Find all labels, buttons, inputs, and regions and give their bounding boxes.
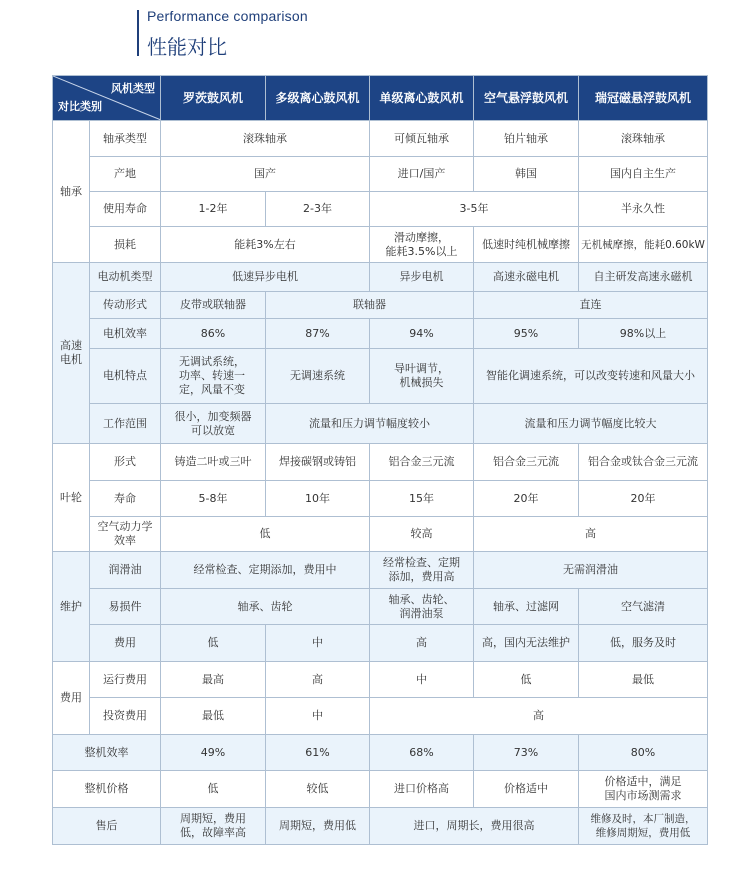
table-cell: 最高 [161, 662, 266, 698]
table-cell: 无需润滑油 [474, 552, 708, 589]
table-row [53, 552, 708, 589]
chinese-title: 性能对比 [147, 35, 227, 59]
group-motor [53, 263, 90, 444]
cell-line: 润滑油泵 [399, 606, 444, 620]
table-cell: 68% [370, 735, 474, 771]
table-cell: 49% [161, 735, 266, 771]
corner-header [53, 76, 161, 121]
row-label: 轴承类型 [90, 121, 161, 157]
table-row [53, 349, 708, 404]
table-cell: 轴承、过滤网 [474, 589, 579, 625]
table-cell: 流量和压力调节幅度较小 [266, 404, 474, 444]
table-cell: 低 [474, 662, 579, 698]
comparison-table [52, 75, 708, 845]
table-cell: 低 [161, 625, 266, 662]
table-cell: 高速永磁电机 [474, 263, 579, 292]
table-cell: 61% [266, 735, 370, 771]
table-row [53, 517, 708, 552]
table-cell: 铸造二叶或三叶 [161, 444, 266, 481]
table-cell: 价格适中 [474, 771, 579, 808]
row-label: 费用 [90, 625, 161, 662]
table-row [53, 698, 708, 735]
row-label: 电动机类型 [90, 263, 161, 292]
corner-top-label: 风机类型 [111, 82, 155, 95]
table-cell: 经常检查、定期添加，费用中 [161, 552, 370, 589]
table-cell: 80% [579, 735, 708, 771]
cell-line: 功率、转速一 [179, 369, 245, 382]
table-cell: 智能化调速系统，可以改变转速和风量大小 [474, 349, 708, 404]
cell-line: 能耗3.5%以上 [385, 244, 458, 258]
cell-line: 价格适中，满足 [604, 775, 682, 788]
table-cell: 无调速系统 [266, 349, 370, 404]
english-title: Performance comparison [147, 8, 308, 24]
table-cell: 铝合金或钛合金三元流 [579, 444, 708, 481]
cell-line: 电机 [60, 353, 82, 366]
cell-line: 轴承、齿轮、 [388, 592, 455, 606]
row-label: 电机效率 [90, 319, 161, 349]
table-row [53, 292, 708, 319]
table-cell: 中 [370, 662, 474, 698]
table-cell [161, 349, 266, 404]
table-cell: 周期短，费用低 [266, 808, 370, 845]
cell-line: 效率 [114, 534, 136, 547]
table-cell: 可倾瓦轴承 [370, 121, 474, 157]
table-header-row [53, 76, 708, 121]
table-cell: 最低 [579, 662, 708, 698]
table-cell: 无机械摩擦，能耗0.60kW [579, 227, 708, 263]
table-cell: 流量和压力调节幅度比较大 [474, 404, 708, 444]
table-cell: 轴承、齿轮 [161, 589, 370, 625]
table-cell: 低速异步电机 [161, 263, 370, 292]
table-cell [579, 771, 708, 808]
table-cell: 空气滤清 [579, 589, 708, 625]
table-cell: 高 [266, 662, 370, 698]
cell-line: 维修及时，本厂制造， [590, 813, 696, 825]
table-cell: 焊接碳钢或铸铝 [266, 444, 370, 481]
table-cell: 直连 [474, 292, 708, 319]
table-cell: 韩国 [474, 157, 579, 192]
column-header-roots: 罗茨鼓风机 [161, 76, 266, 121]
table-row [53, 121, 708, 157]
row-label: 投资费用 [90, 698, 161, 735]
table-cell: 高 [474, 517, 708, 552]
row-label [90, 517, 161, 552]
table-cell: 高，国内无法维护 [474, 625, 579, 662]
table-row [53, 589, 708, 625]
row-label: 产地 [90, 157, 161, 192]
cell-line: 导叶调节， [394, 362, 449, 375]
row-label: 整机效率 [53, 735, 161, 771]
table-cell [370, 589, 474, 625]
table-cell: 铝合金三元流 [370, 444, 474, 481]
cell-line: 定，风量不变 [179, 383, 245, 396]
table-cell: 低，服务及时 [579, 625, 708, 662]
table-cell: 自主研发高速永磁机 [579, 263, 708, 292]
row-label: 使用寿命 [90, 192, 161, 227]
table-row [53, 404, 708, 444]
table-cell: 进口价格高 [370, 771, 474, 808]
table-cell: 国内自主生产 [579, 157, 708, 192]
table-cell: 86% [161, 319, 266, 349]
table-cell: 20年 [579, 481, 708, 517]
table-cell: 73% [474, 735, 579, 771]
table-cell [370, 349, 474, 404]
header-accent-line [137, 10, 139, 56]
table-cell: 低 [161, 771, 266, 808]
table-cell: 最低 [161, 698, 266, 735]
table-row [53, 444, 708, 481]
cell-line: 国内市场测需求 [604, 789, 682, 802]
row-label: 易损件 [90, 589, 161, 625]
table-cell: 87% [266, 319, 370, 349]
row-label: 售后 [53, 808, 161, 845]
table-cell: 高 [370, 625, 474, 662]
cell-line: 很小，加变频器 [174, 409, 252, 423]
corner-bottom-label: 对比类别 [58, 100, 102, 113]
table-cell: 15年 [370, 481, 474, 517]
table-cell: 98%以上 [579, 319, 708, 349]
table-cell: 中 [266, 625, 370, 662]
row-label: 传动形式 [90, 292, 161, 319]
row-label: 电机特点 [90, 349, 161, 404]
table-cell: 10年 [266, 481, 370, 517]
table-cell: 20年 [474, 481, 579, 517]
column-header-air-bearing: 空气悬浮鼓风机 [474, 76, 579, 121]
table-cell: 低速时纯机械摩擦 [474, 227, 579, 263]
cell-line: 经常检查、定期 [383, 556, 460, 569]
table-cell: 高 [370, 698, 708, 735]
table-row [53, 192, 708, 227]
table-cell: 皮带或联轴器 [161, 292, 266, 319]
table-cell: 3-5年 [370, 192, 579, 227]
row-label: 形式 [90, 444, 161, 481]
cell-line: 可以放宽 [191, 423, 235, 437]
table-cell [370, 227, 474, 263]
table-cell: 94% [370, 319, 474, 349]
table-cell [579, 808, 708, 845]
row-label: 整机价格 [53, 771, 161, 808]
table-row [53, 263, 708, 292]
table-cell: 进口/国产 [370, 157, 474, 192]
table-cell: 滚珠轴承 [579, 121, 708, 157]
table-row [53, 662, 708, 698]
table-cell: 进口，周期长，费用很高 [370, 808, 579, 845]
cell-line: 周期短，费用 [180, 812, 246, 825]
table-cell [370, 552, 474, 589]
table-cell: 较高 [370, 517, 474, 552]
row-label: 运行费用 [90, 662, 161, 698]
cell-line: 维修周期短，费用低 [595, 827, 691, 839]
row-label: 工作范围 [90, 404, 161, 444]
table-cell: 异步电机 [370, 263, 474, 292]
table-cell: 国产 [161, 157, 370, 192]
table-row [53, 808, 708, 845]
table-cell: 联轴器 [266, 292, 474, 319]
table-row [53, 771, 708, 808]
table-cell: 半永久性 [579, 192, 708, 227]
column-header-maglev: 瑞冠磁悬浮鼓风机 [579, 76, 708, 121]
row-label: 润滑油 [90, 552, 161, 589]
table-row [53, 735, 708, 771]
column-header-multistage: 多级离心鼓风机 [266, 76, 370, 121]
cell-line: 滑动摩擦， [394, 230, 449, 244]
table-cell: 95% [474, 319, 579, 349]
group-costs: 费用 [53, 662, 90, 735]
group-bearing: 轴承 [53, 121, 90, 263]
cell-line: 低，故障率高 [180, 826, 246, 839]
table-row [53, 227, 708, 263]
table-cell: 较低 [266, 771, 370, 808]
cell-line: 机械损失 [399, 376, 444, 389]
table-cell: 2-3年 [266, 192, 370, 227]
cell-line: 无调试系统， [179, 355, 245, 368]
group-impeller: 叶轮 [53, 444, 90, 552]
table-row [53, 157, 708, 192]
table-cell [161, 404, 266, 444]
table-cell: 铂片轴承 [474, 121, 579, 157]
cell-line: 空气动力学 [97, 520, 153, 533]
column-header-singlestage: 单级离心鼓风机 [370, 76, 474, 121]
table-cell: 1-2年 [161, 192, 266, 227]
table-cell: 中 [266, 698, 370, 735]
row-label: 寿命 [90, 481, 161, 517]
table-cell: 5-8年 [161, 481, 266, 517]
table-row [53, 625, 708, 662]
table-cell: 低 [161, 517, 370, 552]
table-cell: 能耗3%左右 [161, 227, 370, 263]
table-cell: 铝合金三元流 [474, 444, 579, 481]
table-cell: 滚珠轴承 [161, 121, 370, 157]
table-cell [161, 808, 266, 845]
table-row [53, 319, 708, 349]
cell-line: 添加，费用高 [388, 570, 455, 583]
row-label: 损耗 [90, 227, 161, 263]
cell-line: 高速 [60, 339, 82, 352]
table-row [53, 481, 708, 517]
group-maintenance: 维护 [53, 552, 90, 662]
